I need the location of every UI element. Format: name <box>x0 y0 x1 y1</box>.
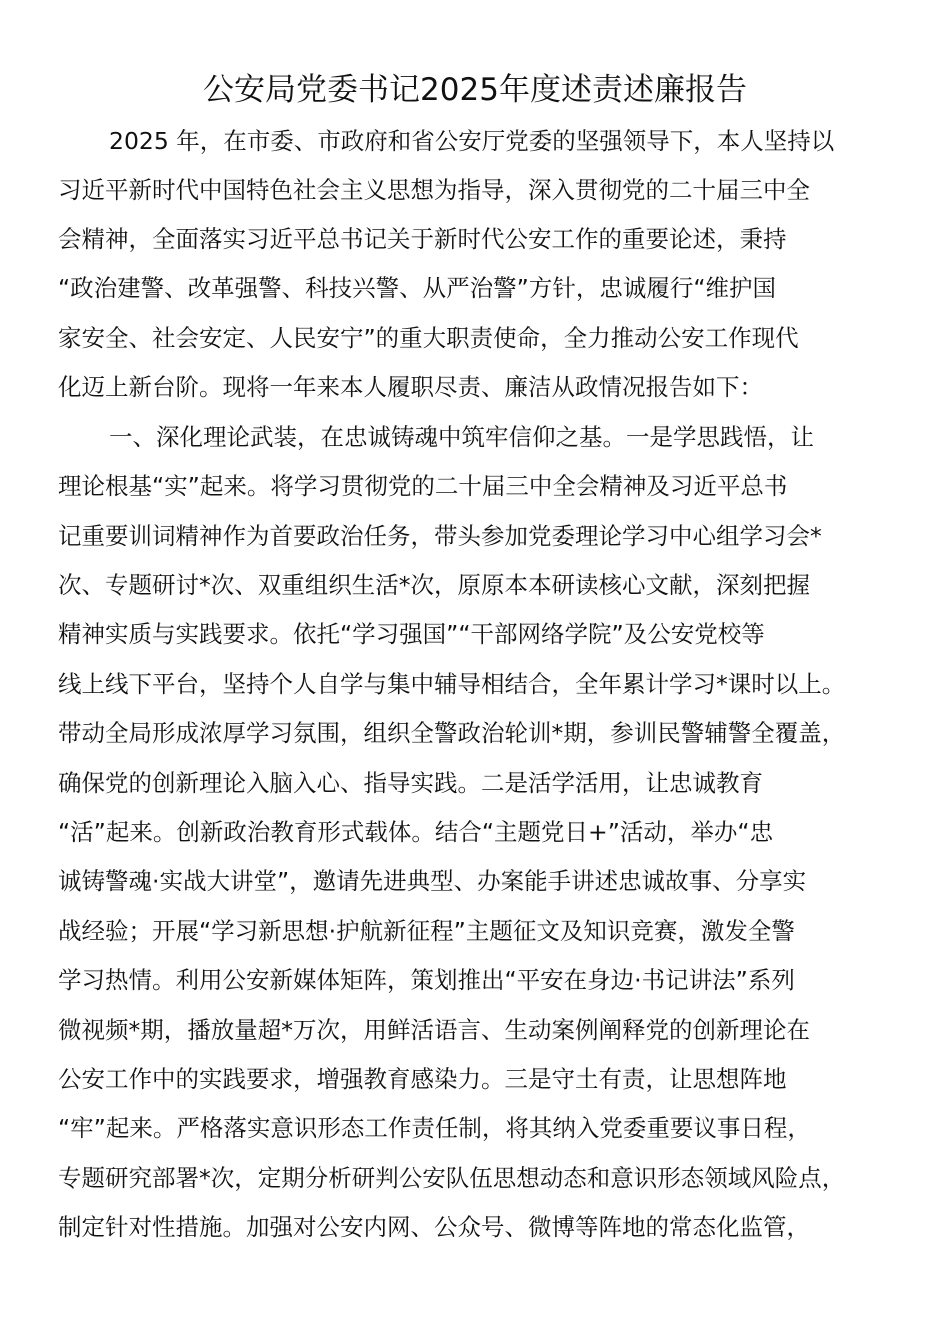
paragraph-line: 家安全、社会安定、人民安宁”的重大职责使命，全力推动公安工作现代 <box>58 324 799 352</box>
paragraph-line: 制定针对性措施。加强对公安内网、公众号、微博等阵地的常态化监管， <box>58 1213 810 1241</box>
paragraph-line: “活”起来。创新政治教育形式载体。结合“主题党日+”活动，举办“忠 <box>58 818 774 846</box>
paragraph-line: 公安工作中的实践要求，增强教育感染力。三是守土有责，让思想阵地 <box>58 1065 787 1093</box>
paragraph-line: 习近平新时代中国特色社会主义思想为指导，深入贯彻党的二十届三中全 <box>58 176 810 204</box>
paragraph-line: 精神实质与实践要求。依托“学习强国”“干部网络学院”及公安党校等 <box>58 620 765 648</box>
paragraph-line: “政治建警、改革强警、科技兴警、从严治警”方针，忠诚履行“维护国 <box>58 274 777 302</box>
paragraph-line: 2025 年，在市委、市政府和省公安厅党委的坚强领导下，本人坚持以 <box>109 127 835 155</box>
paragraph-line: 记重要训词精神作为首要政治任务，带头参加党委理论学习中心组学习会* <box>58 522 822 550</box>
paragraph-line: 带动全局形成浓厚学习氛围，组织全警政治轮训*期，参训民警辅警全覆盖， <box>58 719 846 747</box>
paragraph-line: 会精神，全面落实习近平总书记关于新时代公安工作的重要论述，秉持 <box>58 225 787 253</box>
paragraph-line: 一、深化理论武装，在忠诚铸魂中筑牢信仰之基。一是学思践悟，让 <box>109 423 814 451</box>
paragraph-line: 理论根基“实”起来。将学习贯彻党的二十届三中全会精神及习近平总书 <box>58 472 788 500</box>
paragraph-line: “牢”起来。严格落实意识形态工作责任制，将其纳入党委重要议事日程， <box>58 1114 811 1142</box>
paragraph-line: 诚铸警魂·实战大讲堂”，邀请先进典型、办案能手讲述忠诚故事、分享实 <box>58 867 807 895</box>
document-title: 公安局党委书记2025年度述责述廉报告 <box>203 72 747 108</box>
paragraph-line: 学习热情。利用公安新媒体矩阵，策划推出“平安在身边·书记讲法”系列 <box>58 966 795 994</box>
paragraph-line: 专题研究部署*次，定期分析研判公安队伍思想动态和意识形态领域风险点， <box>58 1164 846 1192</box>
paragraph-line: 微视频*期，播放量超*万次，用鲜活语言、生动案例阐释党的创新理论在 <box>58 1016 810 1044</box>
paragraph-line: 次、专题研讨*次、双重组织生活*次，原原本本研读核心文献，深刻把握 <box>58 571 810 599</box>
paragraph-line: 战经验；开展“学习新思想·护航新征程”主题征文及知识竞赛，激发全警 <box>58 917 795 945</box>
paragraph-line: 确保党的创新理论入脑入心、指导实践。二是活学活用，让忠诚教育 <box>58 769 763 797</box>
paragraph-line: 化迈上新台阶。现将一年来本人履职尽责、廉洁从政情况报告如下： <box>58 373 763 401</box>
paragraph-line: 线上线下平台，坚持个人自学与集中辅导相结合，全年累计学习*课时以上。 <box>58 670 846 698</box>
